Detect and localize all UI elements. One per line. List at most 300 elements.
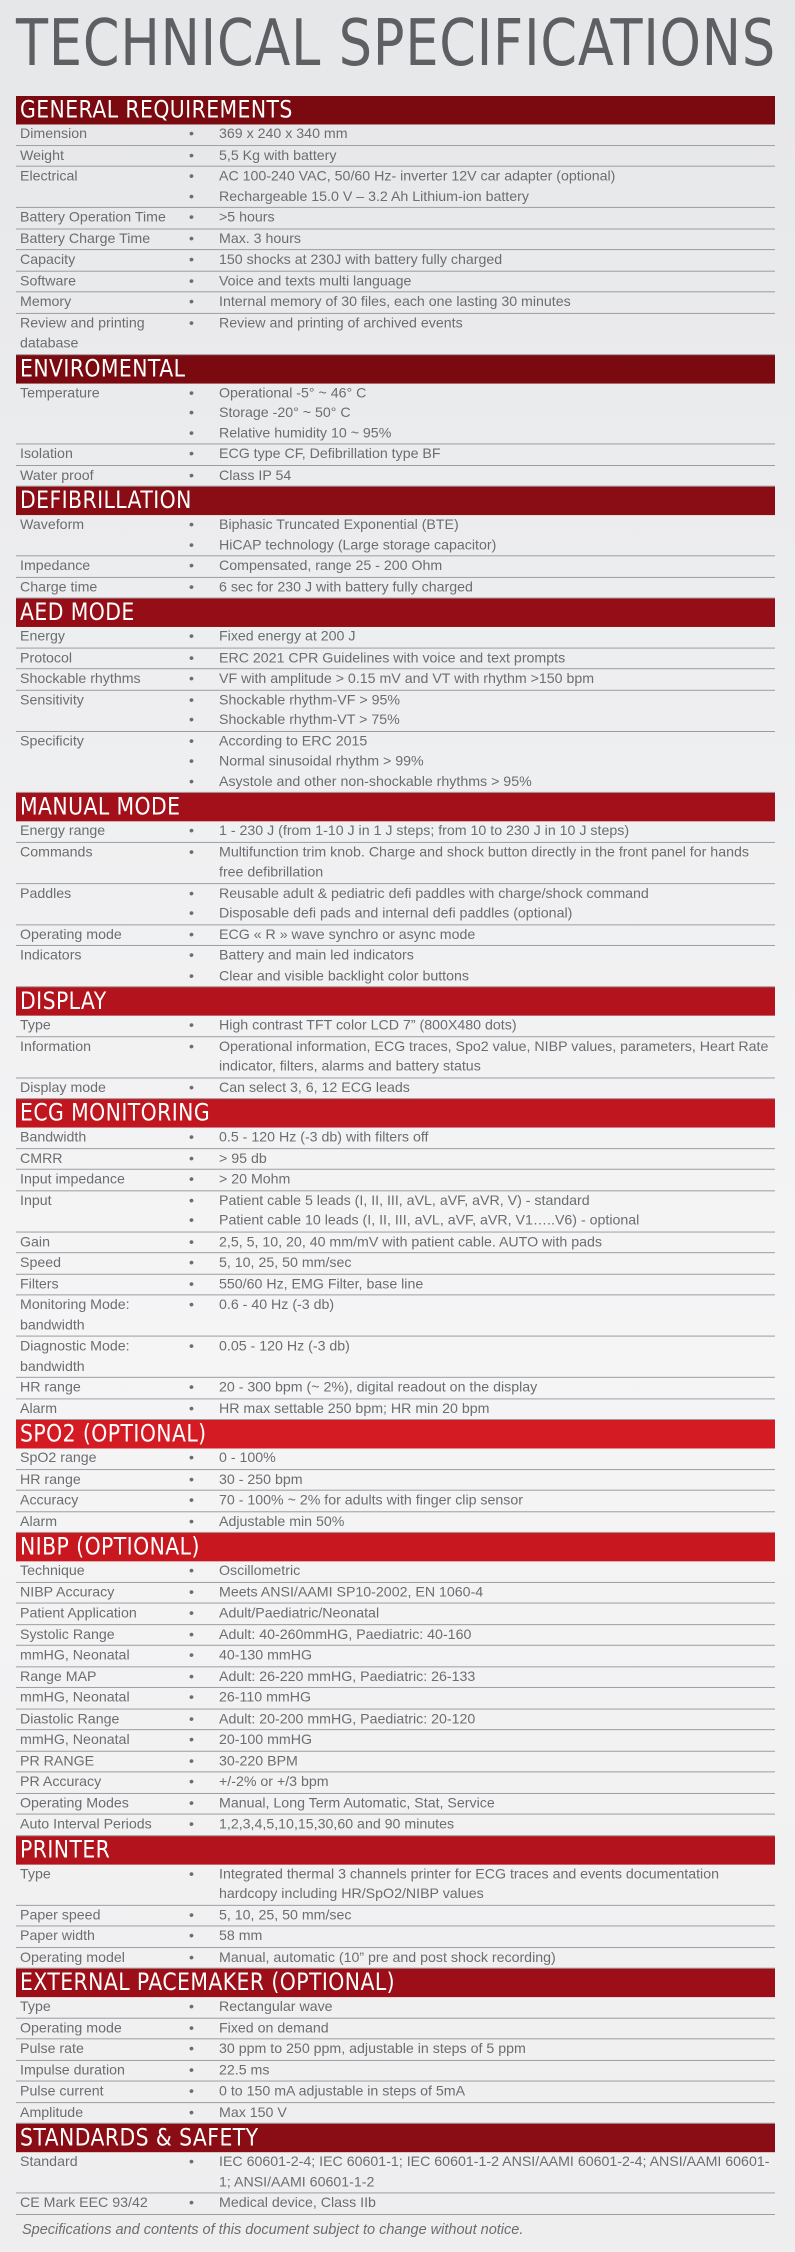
spec-label: PR RANGE [20,1753,95,1769]
spec-value: Fixed energy at 200 J [219,628,356,645]
spec-value: Adult/Paediatric/Neonatal [219,1605,380,1622]
spec-value-line [186,292,775,312]
bullet-icon: • [189,252,194,268]
spec-values [186,1512,775,1532]
spec-label: Accuracy [20,1492,79,1509]
spec-row [16,1997,775,2018]
spec-value: Rechargeable 15.0 V – 3.2 Ah Lithium-ion battery [219,188,529,205]
bullet-icon: • [189,1276,194,1292]
spec-values [186,1295,775,1335]
bullet-icon: • [189,273,194,289]
spec-row [16,2039,775,2060]
spec-label: Gain [20,1234,50,1250]
spec-row [16,1948,775,1969]
spec-value-line [186,884,775,904]
spec-row [16,732,775,793]
spec-row [16,1926,775,1947]
spec-value-line [186,710,775,730]
bullet-icon: • [189,2154,194,2170]
spec-value-line [186,535,775,555]
spec-value-line [186,1191,775,1211]
spec-values [186,1128,775,1148]
spec-label: mmHG, Neonatal [20,1732,130,1748]
bullet-icon: • [189,1584,194,1601]
spec-values [186,515,775,555]
spec-row [16,1448,775,1469]
spec-value-line [186,752,775,772]
spec-row [16,1667,775,1688]
spec-value: Rectangular wave [219,1999,333,2015]
bullet-icon: • [189,1297,194,1314]
spec-values [186,1926,775,1946]
bullet-icon: • [189,294,194,310]
spec-values [186,556,775,576]
spec-values [186,1948,775,1968]
section-title: SPO2 (OPTIONAL) [20,1420,207,1448]
spec-value: Adult: 40-260mmHG, Paediatric: 40-160 [219,1626,472,1643]
spec-values [186,2103,775,2123]
spec-row [16,2060,775,2081]
spec-label: HR range [20,1471,81,1488]
section-header [16,1533,775,1561]
bullet-icon: • [189,2020,194,2036]
spec-value: Compensated, range 25 - 200 Ohm [219,558,443,574]
spec-row [16,383,775,444]
section-title: AED MODE [20,598,135,626]
spec-row [16,2152,775,2193]
spec-value: 150 shocks at 230J with battery fully charged [219,252,503,268]
bullet-icon: • [189,671,194,687]
bullet-icon: • [189,2083,194,2100]
spec-values [186,1793,775,1813]
spec-value-line [186,1582,775,1602]
spec-values [186,1751,775,1771]
spec-row [16,648,775,669]
spec-label: Display mode [20,1079,106,1096]
spec-label: Paper width [20,1928,95,1945]
spec-value: Battery and main led indicators [219,947,414,964]
spec-value: 0 - 100% [219,1450,276,1467]
spec-value-line [186,1399,775,1419]
section-title: DISPLAY [20,987,107,1015]
spec-value: Patient cable 5 leads (I, II, III, aVL, aVF, aVR, V) - standard [219,1192,590,1209]
bullet-icon: • [189,1816,194,1833]
bullet-icon: • [189,405,194,421]
spec-value-line [186,1037,775,1077]
spec-value: +/-2% or +/3 bpm [219,1774,329,1791]
spec-label: mmHG, Neonatal [20,1689,130,1706]
bullet-icon: • [189,209,194,226]
spec-value-line [186,1128,775,1148]
spec-value-line [186,1274,775,1294]
spec-label: Waveform [20,517,85,533]
spec-label: Type [20,1866,51,1882]
spec-value-line [186,2018,775,2038]
spec-row [16,556,775,577]
spec-value: HiCAP technology (Large storage capacitor) [219,537,497,553]
spec-label: Technique [20,1563,85,1580]
spec-values [186,1448,775,1468]
spec-value-line [186,1709,775,1729]
bullet-icon: • [189,823,194,839]
spec-value: Max 150 V [219,2104,287,2121]
spec-values [186,1037,775,1077]
spec-value: 0 to 150 mA adjustable in steps of 5mA [219,2083,466,2100]
spec-row [16,1582,775,1603]
spec-label: Range MAP [20,1668,97,1685]
spec-values [186,2082,775,2102]
spec-value-line [186,1688,775,1708]
spec-row [16,946,775,987]
spec-row [16,167,775,208]
section-title: EXTERNAL PACEMAKER (OPTIONAL) [20,1968,396,1997]
spec-values [186,2018,775,2038]
spec-row [16,577,775,598]
spec-value: High contrast TFT color LCD 7” (800X480 dots) [219,1017,517,1034]
bullet-icon: • [189,1471,194,1488]
spec-values [186,2039,775,2059]
bullet-icon: • [189,692,194,708]
spec-value: Relative humidity 10 ~ 95% [219,425,392,441]
bullet-icon: • [189,1647,194,1664]
bullet-icon: • [189,517,194,533]
spec-row [16,669,775,690]
spec-values [186,2152,775,2192]
spec-values [186,842,775,882]
bullet-icon: • [189,1255,194,1271]
spec-value-line [186,648,775,668]
spec-label: Operating mode [20,2020,122,2036]
spec-row [16,1561,775,1582]
spec-value-line [186,1016,775,1036]
spec-values [186,1016,775,1036]
spec-value-line [186,187,775,207]
spec-value-line [186,2060,775,2080]
section-header [16,1836,775,1864]
spec-value: 0.5 - 120 Hz (-3 db) with filters off [219,1129,429,1146]
spec-value-line [186,1667,775,1687]
spec-row [16,884,775,925]
bullet-icon: • [189,1212,194,1229]
spec-value: Shockable rhythm-VT > 75% [219,712,400,729]
bullet-icon: • [189,753,194,770]
spec-label: Commands [20,844,93,861]
spec-value-line [186,925,775,945]
spec-row [16,1037,775,1078]
spec-row [16,208,775,229]
spec-values [186,313,775,353]
spec-values [186,577,775,597]
spec-value-line [186,1997,775,2017]
bullet-icon: • [189,2041,194,2057]
spec-row [16,466,775,487]
spec-value-line [186,1211,775,1231]
spec-row [16,1078,775,1099]
spec-values [186,732,775,792]
bullet-icon: • [189,968,194,984]
spec-value-line [186,772,775,792]
spec-value: Fixed on demand [219,2020,329,2036]
spec-row [16,1625,775,1646]
spec-value-line [186,1751,775,1771]
spec-label: Standard [20,2154,78,2170]
spec-value-line [186,1864,775,1904]
spec-value-line [186,1772,775,1792]
spec-row [16,1751,775,1772]
spec-value: 550/60 Hz, EMG Filter, base line [219,1276,424,1292]
spec-values [186,124,775,144]
spec-values [186,925,775,945]
spec-value: 26-110 mmHG [219,1689,311,1706]
spec-value-line [186,1170,775,1190]
spec-value-line [186,1730,775,1750]
spec-value-line [186,1378,775,1398]
spec-value-line [186,946,775,966]
spec-label: Information [20,1038,91,1055]
spec-label: Water proof [20,467,94,484]
spec-value-line [186,167,775,187]
spec-value-line [186,208,775,228]
spec-label: Impulse duration [20,2062,125,2079]
spec-values [186,1337,775,1377]
spec-value: Multifunction trim knob. Charge and shock button directly in the front panel for hands free defibrillation [219,844,749,881]
section-header [16,487,775,515]
spec-row [16,1815,775,1836]
spec-label: Temperature [20,385,100,401]
spec-label: Capacity [20,252,76,268]
section-header [16,96,775,124]
spec-value-line [186,842,775,882]
bullet-icon: • [189,1949,194,1966]
spec-value-line [186,556,775,576]
spec-value: 30 ppm to 250 ppm, adjustable in steps of 5 ppm [219,2041,526,2057]
spec-value: HR max settable 250 bpm; HR min 20 bpm [219,1400,490,1417]
spec-values [186,146,775,166]
page-title: TECHNICAL SPECIFICATIONS [16,7,776,81]
bullet-icon: • [189,733,194,750]
spec-value-line [186,821,775,841]
spec-value: 5,5 Kg with battery [219,147,337,164]
spec-value: Adult: 26-220 mmHG, Paediatric: 26-133 [219,1668,476,1685]
spec-value-line [186,1926,775,1946]
spec-row [16,1688,775,1709]
spec-row [16,1512,775,1533]
spec-value-line [186,1625,775,1645]
spec-label: Sensitivity [20,692,84,708]
spec-label: Paddles [20,885,72,902]
spec-value: Oscillometric [219,1563,301,1580]
bullet-icon: • [189,1450,194,1467]
spec-values [186,1709,775,1729]
spec-label: Weight [20,147,64,164]
spec-value: Adjustable min 50% [219,1513,345,1530]
spec-values [186,229,775,249]
spec-values [186,884,775,924]
bullet-icon: • [189,2062,194,2079]
bullet-icon: • [189,1928,194,1945]
spec-values [186,250,775,270]
spec-label: Indicators [20,947,82,964]
section-title: ECG MONITORING [20,1099,211,1127]
spec-row [16,2018,775,2039]
spec-value: IEC 60601-2-4; IEC 60601-1; IEC 60601-1-2 ANSI/AAMI 60601-2-4; ANSI/AAMI 60601-1; ANSI/AAMI 60601-1-2 [219,2154,770,2190]
bullet-icon: • [189,1379,194,1396]
spec-label: Operating mode [20,926,122,943]
spec-values [186,1997,775,2017]
spec-row [16,1772,775,1793]
spec-value-line [186,1491,775,1511]
bullet-icon: • [189,1711,194,1727]
spec-row [16,1191,775,1232]
section-header [16,793,775,821]
spec-value: Normal sinusoidal rhythm > 99% [219,753,424,770]
spec-value: 5, 10, 25, 50 mm/sec [219,1907,352,1924]
spec-value: Biphasic Truncated Exponential (BTE) [219,517,459,533]
spec-label: Bandwidth [20,1129,87,1146]
spec-value: 30 - 250 bpm [219,1471,303,1488]
spec-value: ECG « R » wave synchro or async mode [219,926,476,943]
spec-row [16,2082,775,2103]
spec-label: Charge time [20,579,98,596]
spec-value-line [186,1295,775,1315]
spec-row [16,1274,775,1295]
spec-value: Manual, automatic (10” pre and post shock recording) [219,1949,556,1966]
spec-value: Shockable rhythm-VF > 95% [219,692,400,708]
spec-value-line [186,1337,775,1357]
spec-value-line [186,2082,775,2102]
spec-values [186,1772,775,1792]
spec-value: According to ERC 2015 [219,733,368,750]
bullet-icon: • [189,537,194,553]
spec-label: Shockable rhythms [20,671,141,687]
spec-values [186,1625,775,1645]
spec-value: Class IP 54 [219,467,292,484]
spec-value-line [186,146,775,166]
spec-value: Storage -20° ~ 50° C [219,405,351,421]
spec-label: Input [20,1192,52,1209]
spec-label: PR Accuracy [20,1774,102,1791]
spec-value-line [186,1561,775,1581]
section-title: PRINTER [20,1835,111,1864]
spec-label: Speed [20,1255,62,1271]
bullet-icon: • [189,885,194,902]
spec-label: Pulse current [20,2083,104,2100]
spec-value-line [186,577,775,597]
spec-label: Specificity [20,733,84,750]
bullet-icon: • [189,446,194,463]
spec-row [16,1491,775,1512]
spec-value: Patient cable 10 leads (I, II, III, aVL, aVF, aVR, V1…..V6) - optional [219,1212,640,1229]
spec-value: 22.5 ms [219,2062,270,2079]
spec-label: Diastolic Range [20,1711,120,1727]
spec-value: 6 sec for 230 J with battery fully charged [219,579,473,596]
spec-value: Asystole and other non-shockable rhythms > 95% [219,773,532,790]
section-title: DEFIBRILLATION [20,486,192,515]
spec-value-line [186,271,775,291]
spec-row [16,1170,775,1191]
section-header [16,1969,775,1997]
bullet-icon: • [189,1400,194,1417]
bullet-icon: • [189,1192,194,1209]
bullet-icon: • [189,126,194,143]
spec-values [186,208,775,228]
spec-value-line [186,690,775,710]
bullet-icon: • [189,926,194,943]
spec-value-line [186,2193,775,2213]
spec-value: 0.6 - 40 Hz (-3 db) [219,1297,335,1314]
spec-row [16,1378,775,1399]
spec-label: Protocol [20,650,73,666]
spec-row [16,2193,775,2214]
bullet-icon: • [189,2104,194,2121]
spec-values [186,1470,775,1490]
spec-label: Isolation [20,446,73,463]
spec-row [16,627,775,648]
bullet-icon: • [189,1171,194,1188]
spec-values [186,946,775,986]
spec-values [186,1864,775,1904]
spec-row [16,146,775,167]
spec-values [186,1688,775,1708]
bullet-icon: • [189,1753,194,1769]
spec-row [16,250,775,271]
bullet-icon: • [189,425,194,441]
spec-label: mmHG, Neonatal [20,1647,130,1664]
bullet-icon: • [189,1907,194,1924]
spec-value: Meets ANSI/AAMI SP10-2002, EN 1060-4 [219,1584,484,1601]
spec-value: Reusable adult & pediatric defi paddles with charge/shock command [219,885,649,902]
spec-label: Energy range [20,823,106,839]
spec-value-line [186,1470,775,1490]
spec-label: Operating model [20,1949,125,1966]
spec-row [16,271,775,292]
spec-value: Voice and texts multi language [219,273,412,289]
bullet-icon: • [189,628,194,645]
spec-values [186,1170,775,1190]
spec-value-line [186,423,775,443]
spec-label: CMRR [20,1150,63,1167]
bullet-icon: • [189,773,194,790]
spec-value: 40-130 mmHG [219,1647,313,1664]
bullet-icon: • [189,1668,194,1685]
spec-value-line [186,444,775,464]
spec-values [186,1491,775,1511]
spec-values [186,1191,775,1231]
spec-label: Input impedance [20,1171,125,1188]
section-header [16,1420,775,1448]
section-header [16,1099,775,1127]
spec-value-line [186,966,775,986]
spec-value-line [186,1905,775,1925]
spec-row [16,1646,775,1667]
bullet-icon: • [189,1338,194,1355]
spec-value-line [186,732,775,752]
bullet-icon: • [189,168,194,185]
spec-label: Diagnostic Mode: bandwidth [20,1338,130,1375]
spec-value-line [186,229,775,249]
bullet-icon: • [189,1079,194,1096]
spec-value-line [186,2152,775,2192]
spec-values [186,1232,775,1252]
spec-row [16,1399,775,1420]
spec-value-line [186,1948,775,1968]
spec-value: Review and printing of archived events [219,315,463,332]
bullet-icon: • [189,188,194,205]
spec-values [186,1149,775,1169]
spec-row [16,1793,775,1814]
spec-label: Monitoring Mode: bandwidth [20,1297,130,1334]
spec-value: ECG type CF, Defibrillation type BF [219,446,441,463]
